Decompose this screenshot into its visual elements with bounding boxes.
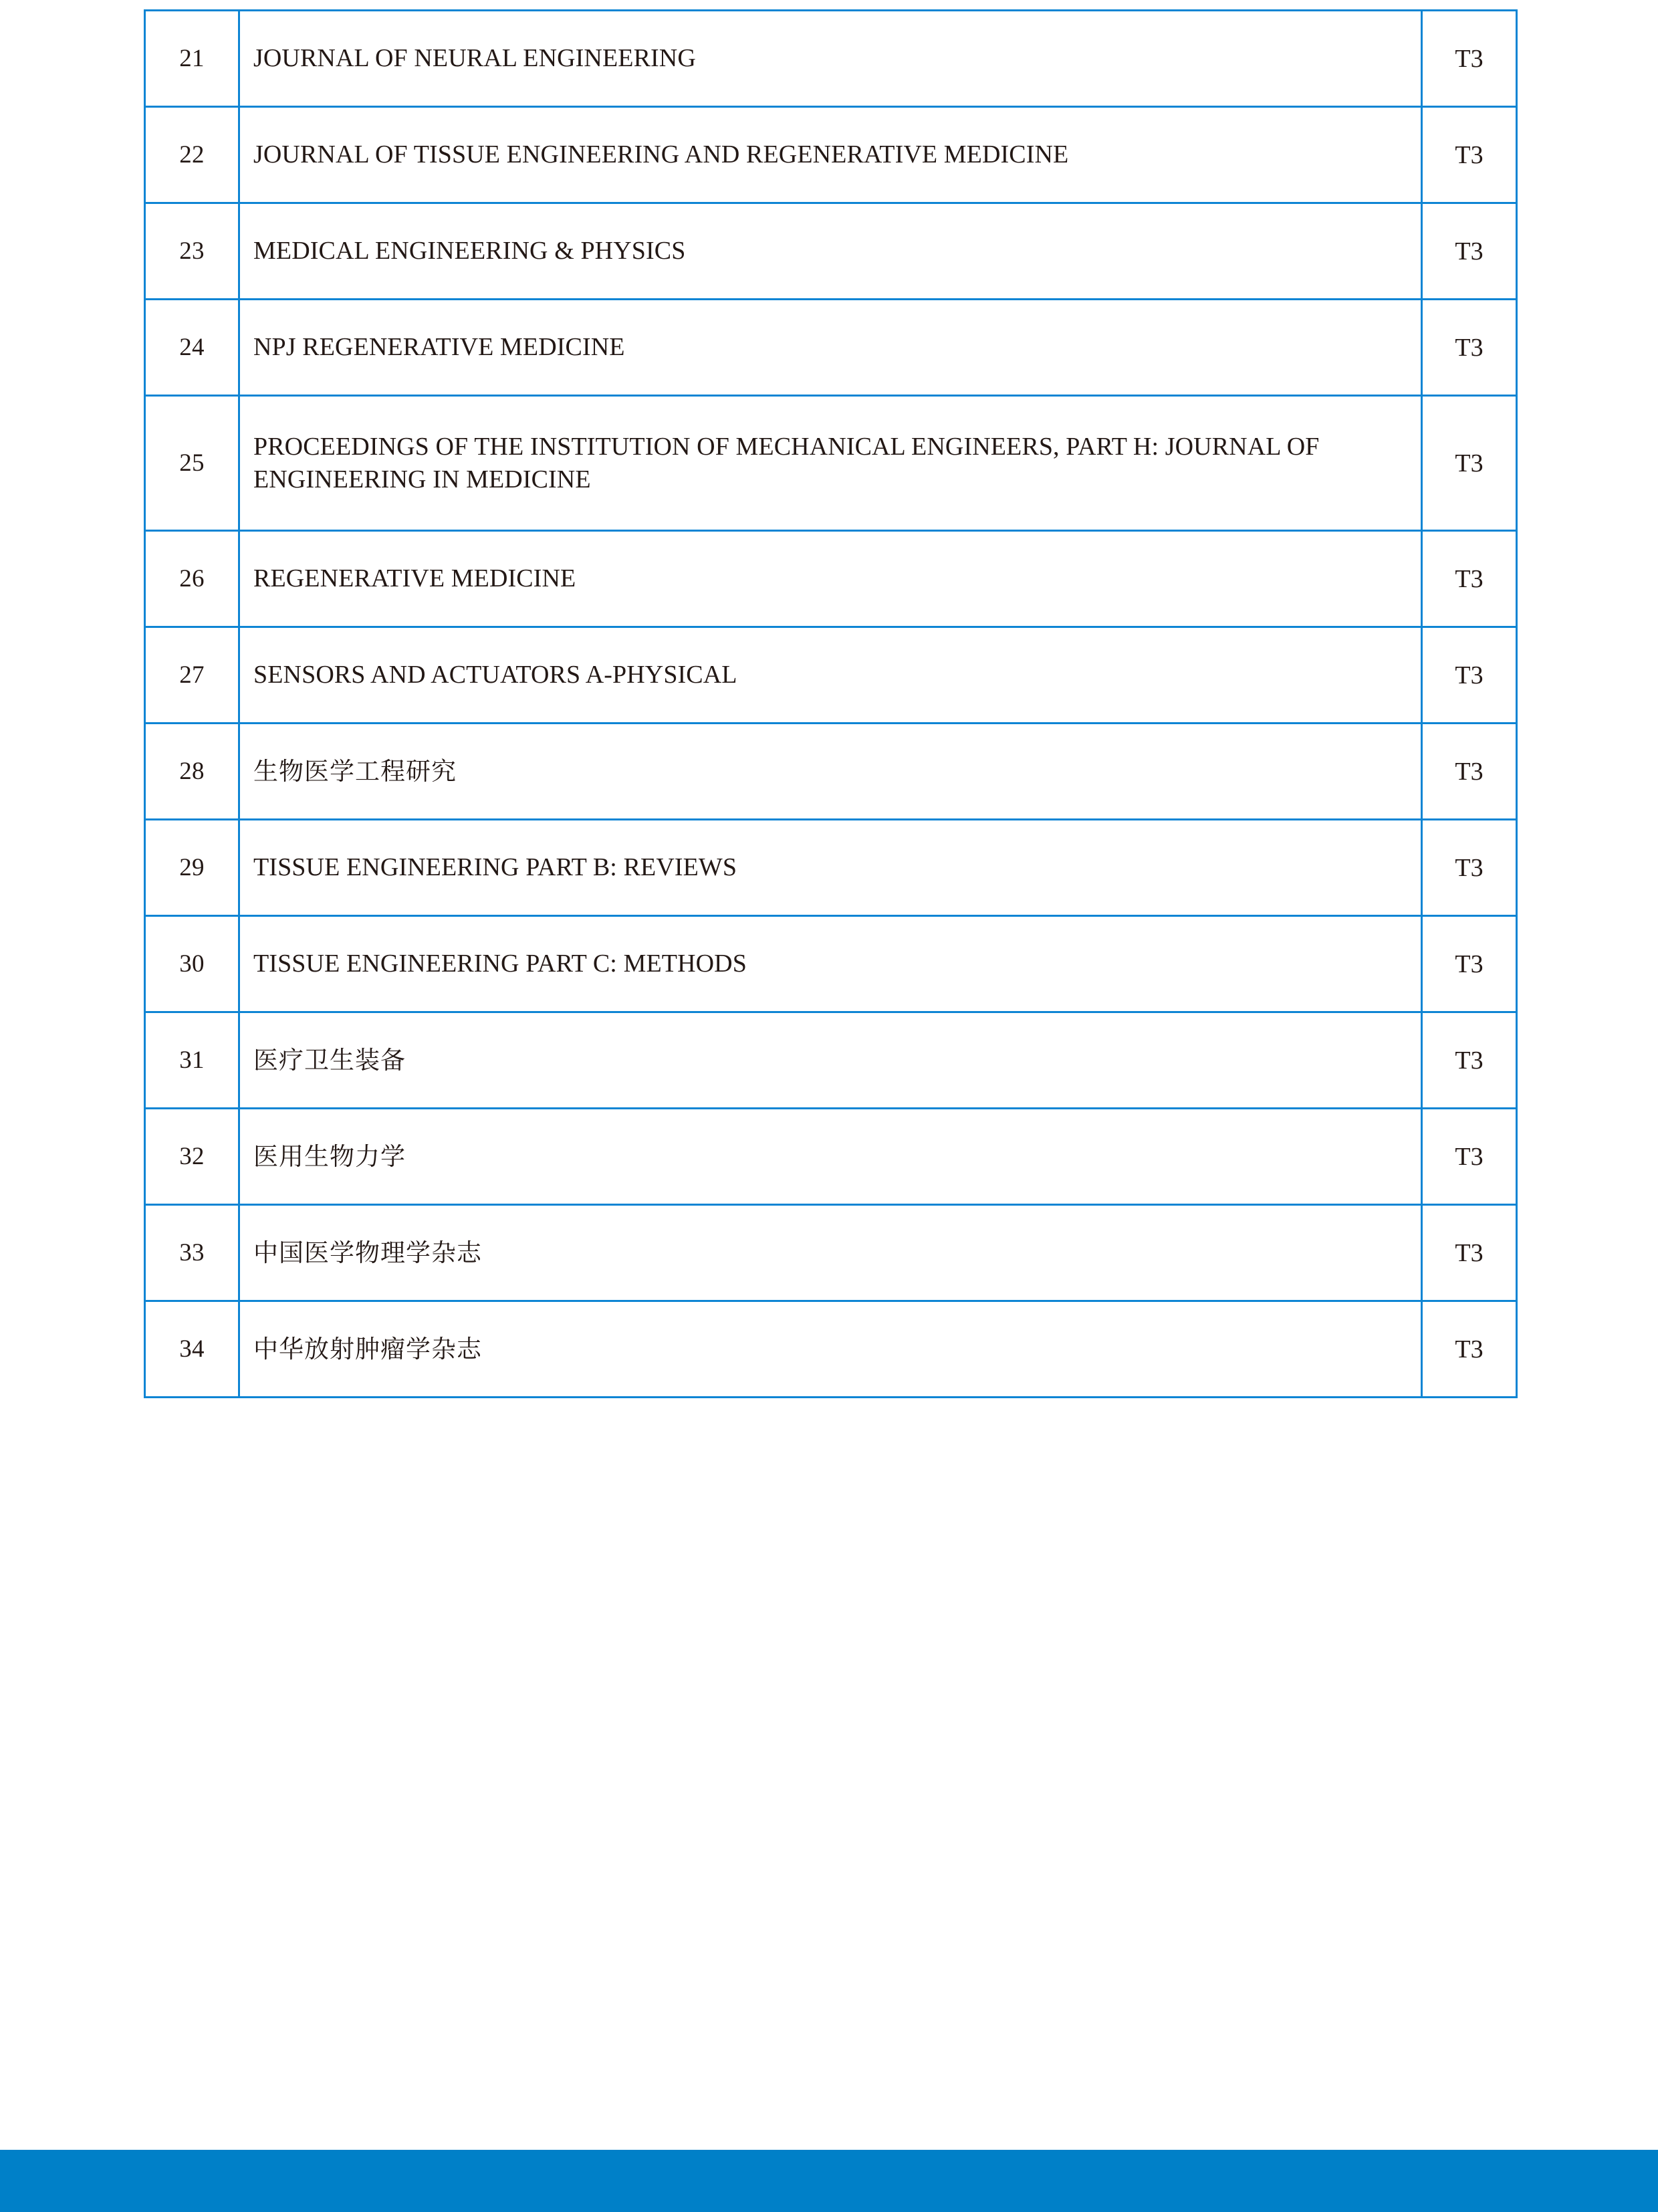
journal-tier-cell: T3 <box>1422 1109 1517 1205</box>
table-row <box>145 11 1517 107</box>
journal-tier-cell: T3 <box>1422 11 1517 107</box>
row-index-cell: 30 <box>145 916 239 1012</box>
journal-tier-cell: T3 <box>1422 531 1517 627</box>
row-index-cell: 26 <box>145 531 239 627</box>
table-row <box>145 1205 1517 1301</box>
journal-name-cell: 中国医学物理学杂志 <box>239 1205 1422 1301</box>
page-footer-bar <box>0 2150 1658 2212</box>
row-index-cell: 31 <box>145 1012 239 1109</box>
table-row <box>145 724 1517 820</box>
journal-name-cell: TISSUE ENGINEERING PART B: REVIEWS <box>239 820 1422 916</box>
journal-name-cell: REGENERATIVE MEDICINE <box>239 531 1422 627</box>
journal-name-cell: JOURNAL OF TISSUE ENGINEERING AND REGENERATIVE MEDICINE <box>239 107 1422 203</box>
row-index-cell: 22 <box>145 107 239 203</box>
journal-tier-cell: T3 <box>1422 396 1517 531</box>
journal-name-cell: 中华放射肿瘤学杂志 <box>239 1301 1422 1398</box>
journal-name-cell: PROCEEDINGS OF THE INSTITUTION OF MECHANICAL ENGINEERS, PART H: JOURNAL OF ENGINEERING IN MEDICINE <box>239 396 1422 531</box>
journal-name-cell: TISSUE ENGINEERING PART C: METHODS <box>239 916 1422 1012</box>
table-row <box>145 300 1517 396</box>
journal-tier-cell: T3 <box>1422 820 1517 916</box>
journal-tier-cell: T3 <box>1422 203 1517 300</box>
table-row <box>145 916 1517 1012</box>
table-row <box>145 1012 1517 1109</box>
row-index-cell: 34 <box>145 1301 239 1398</box>
journal-name-cell: MEDICAL ENGINEERING & PHYSICS <box>239 203 1422 300</box>
journal-tier-table <box>144 9 1518 1398</box>
row-index-cell: 28 <box>145 724 239 820</box>
row-index-cell: 21 <box>145 11 239 107</box>
journal-name-cell: JOURNAL OF NEURAL ENGINEERING <box>239 11 1422 107</box>
row-index-cell: 24 <box>145 300 239 396</box>
journal-name-cell: 医疗卫生装备 <box>239 1012 1422 1109</box>
row-index-cell: 33 <box>145 1205 239 1301</box>
journal-tier-cell: T3 <box>1422 1205 1517 1301</box>
journal-name-cell: SENSORS AND ACTUATORS A-PHYSICAL <box>239 627 1422 724</box>
journal-tier-cell: T3 <box>1422 916 1517 1012</box>
row-index-cell: 25 <box>145 396 239 531</box>
table-row <box>145 531 1517 627</box>
journal-tier-cell: T3 <box>1422 1012 1517 1109</box>
row-index-cell: 32 <box>145 1109 239 1205</box>
row-index-cell: 29 <box>145 820 239 916</box>
table-row <box>145 203 1517 300</box>
table-row <box>145 820 1517 916</box>
journal-name-cell: 医用生物力学 <box>239 1109 1422 1205</box>
journal-tier-cell: T3 <box>1422 300 1517 396</box>
table-row <box>145 396 1517 531</box>
table-row <box>145 1301 1517 1398</box>
table-row <box>145 627 1517 724</box>
journal-name-cell: NPJ REGENERATIVE MEDICINE <box>239 300 1422 396</box>
journal-tier-cell: T3 <box>1422 1301 1517 1398</box>
journal-tier-cell: T3 <box>1422 107 1517 203</box>
row-index-cell: 23 <box>145 203 239 300</box>
row-index-cell: 27 <box>145 627 239 724</box>
journal-name-cell: 生物医学工程研究 <box>239 724 1422 820</box>
journal-table-body <box>145 11 1517 1398</box>
journal-tier-cell: T3 <box>1422 627 1517 724</box>
table-row <box>145 107 1517 203</box>
table-row <box>145 1109 1517 1205</box>
journal-tier-cell: T3 <box>1422 724 1517 820</box>
